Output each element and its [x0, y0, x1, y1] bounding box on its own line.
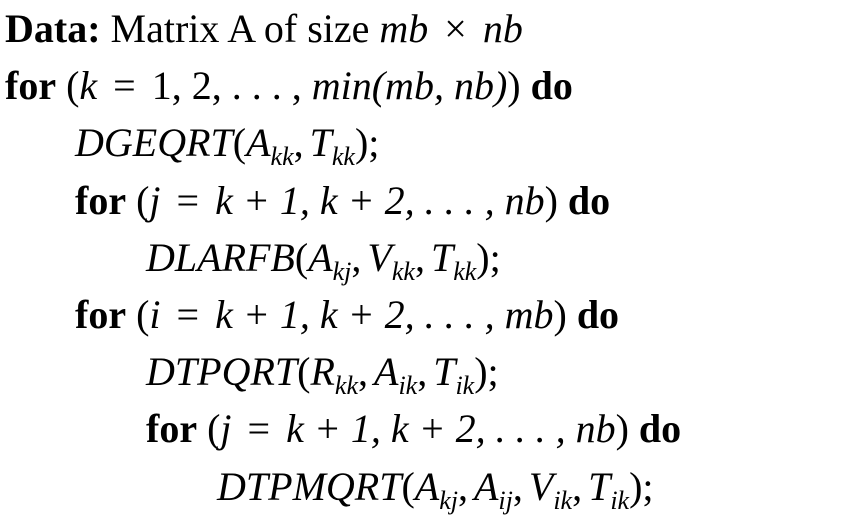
loop-j1-var: j — [149, 177, 161, 223]
dtpqrt-line: $DTPQRT(R_{kk}$, $A_{ik}$, $T_{ik}$); — [146, 349, 499, 401]
loop-k-args: (mb, nb) — [371, 63, 508, 109]
loop-j2-var: j — [220, 406, 232, 452]
data-line — [5, 0, 845, 57]
loop-i-seq: k + 1, k + 2, . . . , mb — [215, 291, 554, 337]
loop-k-eq: = — [113, 63, 136, 109]
data-cols: nb — [482, 6, 523, 51]
for-keyword: for — [5, 63, 57, 109]
data-label: Data: — [5, 6, 101, 51]
data-rows: mb — [379, 6, 429, 51]
dlarfb-name: DLARFB — [146, 234, 295, 280]
loop-k-seq: 1, 2, . . . , — [151, 63, 302, 109]
do-keyword: do — [530, 63, 573, 109]
data-description: Matrix A of size — [110, 6, 370, 51]
dgeqrt-name: DGEQRT — [75, 120, 233, 166]
algorithm-block — [5, 0, 845, 515]
loop-j2-seq: k + 1, k + 2, . . . , nb — [286, 406, 616, 452]
loop-j2-line: for (j = k + 1, k + 2, . . . , nb) do — [146, 406, 682, 452]
loop-k-fn: min — [311, 63, 372, 109]
dtpmqrt-name: DTPMQRT — [217, 463, 402, 509]
loop-j1-line: for (j = k + 1, k + 2, . . . , nb) do — [75, 177, 611, 223]
dlarfb-line: $DLARFB(A_{kj}$, $V_{kk}$, $T_{kk}$); — [146, 234, 501, 286]
loop-i-line: for (i = k + 1, k + 2, . . . , mb) do — [75, 291, 620, 337]
times-symbol: × — [444, 6, 467, 51]
loop-k-var: k — [79, 63, 98, 109]
dgeqrt-line: $DGEQRT(A_{kk}$, $T_{kk}$); — [75, 120, 380, 172]
loop-i-var: i — [149, 291, 161, 337]
dtpqrt-name: DTPQRT — [146, 349, 298, 395]
loop-k-line: for (k = 1, 2, . . . , min(mb, nb)) do — [5, 63, 573, 109]
loop-j1-seq: k + 1, k + 2, . . . , nb — [215, 177, 545, 223]
dtpmqrt-line: $DTPMQRT(A_{kj}$, $A_{ij}$, $V_{ik}$, $T_{ik}$); — [217, 463, 654, 515]
